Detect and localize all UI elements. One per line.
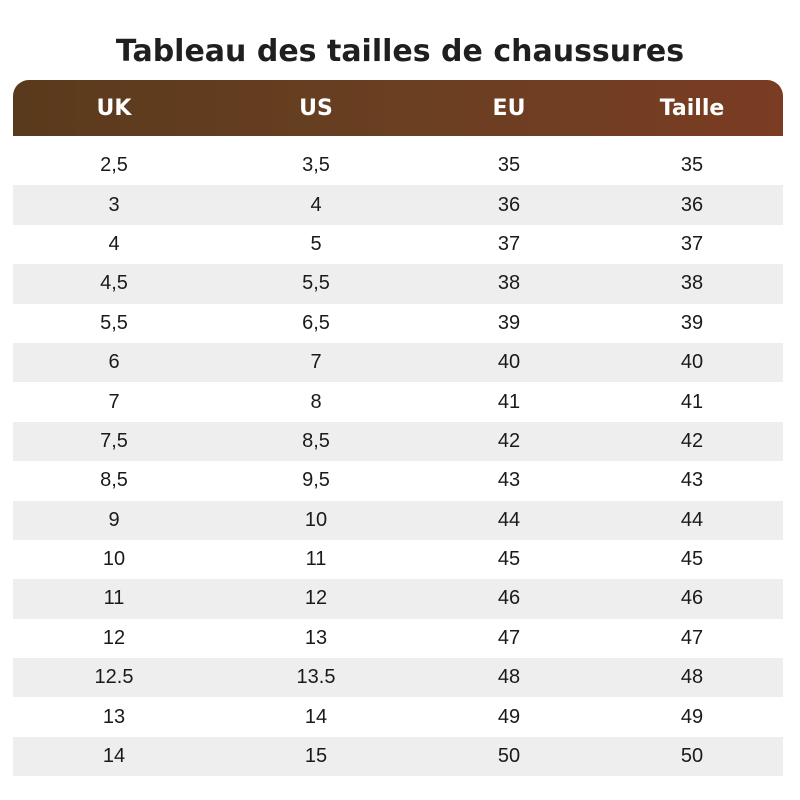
- cell-eu: 37: [497, 232, 521, 255]
- header-us: US: [299, 95, 333, 121]
- cell-uk: 3: [108, 193, 120, 216]
- page-title: Tableau des tailles de chaussures: [115, 34, 685, 69]
- cell-taille: 39: [680, 311, 704, 334]
- cell-us: 15: [304, 745, 328, 768]
- cell-eu: 40: [497, 351, 521, 374]
- cell-eu: 44: [497, 508, 521, 531]
- table-row: [13, 579, 783, 618]
- cell-taille: 40: [680, 351, 704, 374]
- table-row: [13, 501, 783, 540]
- cell-uk: 13: [102, 705, 126, 728]
- cell-eu: 47: [497, 626, 521, 649]
- table-row: [13, 619, 783, 658]
- table-header: [13, 80, 783, 136]
- cell-us: 12: [304, 587, 328, 610]
- table-row: [13, 304, 783, 343]
- cell-uk: 14: [102, 745, 126, 768]
- table-row: [13, 697, 783, 736]
- cell-eu: 41: [497, 390, 521, 413]
- cell-uk: 10: [102, 548, 126, 571]
- cell-uk: 9: [108, 508, 120, 531]
- cell-taille: 48: [680, 666, 704, 689]
- cell-us: 13.5: [296, 666, 336, 689]
- cell-eu: 39: [497, 311, 521, 334]
- cell-uk: 12: [102, 626, 126, 649]
- header-uk: UK: [96, 95, 132, 121]
- cell-eu: 45: [497, 548, 521, 571]
- cell-us: 6,5: [302, 311, 330, 334]
- cell-taille: 43: [680, 469, 704, 492]
- table-row: [13, 343, 783, 382]
- table-row: [13, 185, 783, 224]
- cell-uk: 2,5: [100, 154, 128, 177]
- cell-us: 9,5: [302, 469, 330, 492]
- cell-eu: 35: [497, 154, 521, 177]
- cell-eu: 42: [497, 429, 521, 452]
- cell-taille: 38: [680, 272, 704, 295]
- cell-taille: 49: [680, 705, 704, 728]
- cell-uk: 11: [103, 587, 125, 610]
- cell-us: 11: [305, 548, 327, 571]
- table-row: [13, 422, 783, 461]
- table-row: [13, 540, 783, 579]
- table-row: [13, 737, 783, 776]
- cell-taille: 42: [680, 429, 704, 452]
- cell-us: 8: [310, 390, 322, 413]
- table-row: [13, 146, 783, 185]
- cell-taille: 45: [680, 548, 704, 571]
- cell-uk: 8,5: [100, 469, 128, 492]
- cell-taille: 46: [680, 587, 704, 610]
- cell-us: 4: [310, 193, 322, 216]
- cell-eu: 49: [497, 705, 521, 728]
- cell-us: 5,5: [302, 272, 330, 295]
- cell-us: 8,5: [302, 429, 330, 452]
- cell-eu: 50: [497, 745, 521, 768]
- cell-eu: 46: [497, 587, 521, 610]
- cell-us: 14: [304, 705, 328, 728]
- cell-us: 13: [304, 626, 328, 649]
- table-row: [13, 461, 783, 500]
- cell-taille: 37: [680, 232, 704, 255]
- cell-eu: 48: [497, 666, 521, 689]
- header-taille: Taille: [659, 95, 725, 121]
- cell-uk: 12.5: [94, 666, 134, 689]
- cell-us: 7: [310, 351, 322, 374]
- cell-uk: 7,5: [100, 429, 128, 452]
- cell-taille: 36: [680, 193, 704, 216]
- cell-eu: 43: [497, 469, 521, 492]
- cell-uk: 4,5: [100, 272, 128, 295]
- cell-uk: 6: [108, 351, 120, 374]
- cell-uk: 7: [108, 390, 120, 413]
- table-row: [13, 658, 783, 697]
- size-chart-table: [13, 80, 783, 776]
- table-row: [13, 225, 783, 264]
- cell-us: 5: [310, 232, 322, 255]
- cell-taille: 35: [680, 154, 704, 177]
- cell-us: 10: [304, 508, 328, 531]
- table-row: [13, 264, 783, 303]
- header-eu: EU: [492, 95, 526, 121]
- cell-uk: 5,5: [100, 311, 128, 334]
- cell-uk: 4: [108, 232, 120, 255]
- cell-eu: 38: [497, 272, 521, 295]
- cell-eu: 36: [497, 193, 521, 216]
- cell-taille: 50: [680, 745, 704, 768]
- cell-taille: 41: [680, 390, 704, 413]
- table-row: [13, 382, 783, 421]
- cell-taille: 47: [680, 626, 704, 649]
- cell-us: 3,5: [302, 154, 330, 177]
- cell-taille: 44: [680, 508, 704, 531]
- table-body: [13, 146, 783, 776]
